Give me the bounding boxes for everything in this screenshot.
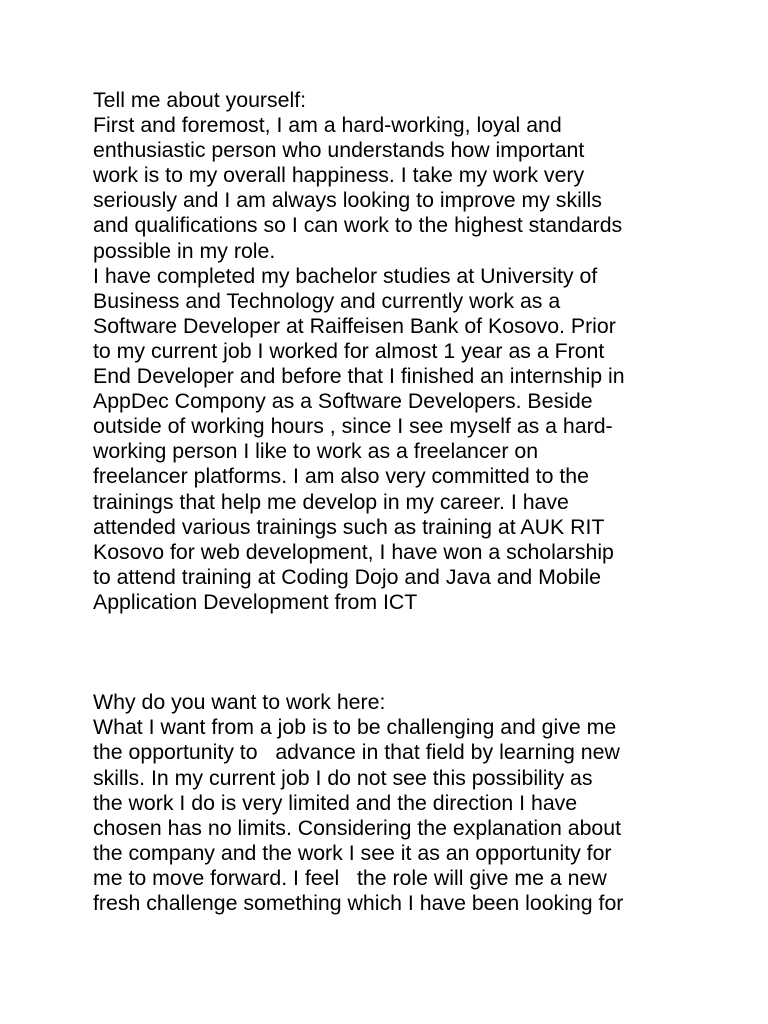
paragraph-line: the work I do is very limited and the direction I have	[93, 790, 578, 815]
paragraph-line: Application Development from ICT	[93, 589, 418, 614]
paragraph-line: End Developer and before that I finished an internship in	[93, 364, 625, 389]
paragraph-line: enthusiastic person who understands how important	[93, 138, 585, 163]
paragraph-line: outside of working hours , since I see myself as a hard-	[93, 414, 613, 439]
section-heading: Why do you want to work here:	[93, 690, 386, 715]
paragraph-line: to attend training at Coding Dojo and Java and Mobile	[93, 564, 601, 589]
paragraph-line: fresh challenge something which I have been looking for	[93, 891, 624, 916]
paragraph-line: the opportunity to advance in that field by learning new	[93, 740, 620, 765]
paragraph-line: attended various trainings such as training at AUK RIT	[93, 514, 605, 539]
paragraph-line: chosen has no limits. Considering the explanation about	[93, 815, 622, 840]
document-body	[93, 88, 683, 916]
paragraph-line: Business and Technology and currently work as a	[93, 288, 561, 313]
paragraph-line: What I want from a job is to be challenging and give me	[93, 715, 617, 740]
paragraph-line: AppDec Compony as a Software Developers. Beside	[93, 389, 593, 414]
paragraph-line: trainings that help me develop in my career. I have	[93, 489, 569, 514]
paragraph-line: First and foremost, I am a hard-working, loyal and	[93, 113, 562, 138]
paragraph-line: Software Developer at Raiffeisen Bank of Kosovo. Prior	[93, 313, 616, 338]
paragraph-line: I have completed my bachelor studies at University of	[93, 263, 598, 288]
paragraph-line: the company and the work I see it as an opportunity for	[93, 840, 612, 865]
paragraph-line: Kosovo for web development, I have won a scholarship	[93, 539, 614, 564]
paragraph-line: to my current job I worked for almost 1 year as a Front	[93, 338, 605, 363]
section-why-work-here	[93, 690, 683, 916]
paragraph-line: working person I like to work as a freelancer on	[93, 439, 539, 464]
paragraph-line: seriously and I am always looking to improve my skills	[93, 188, 602, 213]
paragraph-line: work is to my overall happiness. I take my work very	[93, 163, 585, 188]
paragraph-line: freelancer platforms. I am also very committed to the	[93, 464, 589, 489]
paragraph-line: and qualifications so I can work to the highest standards	[93, 213, 623, 238]
section-heading: Tell me about yourself:	[93, 88, 307, 112]
section-spacer	[93, 615, 683, 690]
paragraph-line: possible in my role.	[93, 238, 276, 263]
paragraph-line: skills. In my current job I do not see this possibility as	[93, 765, 593, 790]
paragraph-line: me to move forward. I feel the role will give me a new	[93, 865, 607, 890]
section-tell-me-about-yourself	[93, 88, 683, 615]
